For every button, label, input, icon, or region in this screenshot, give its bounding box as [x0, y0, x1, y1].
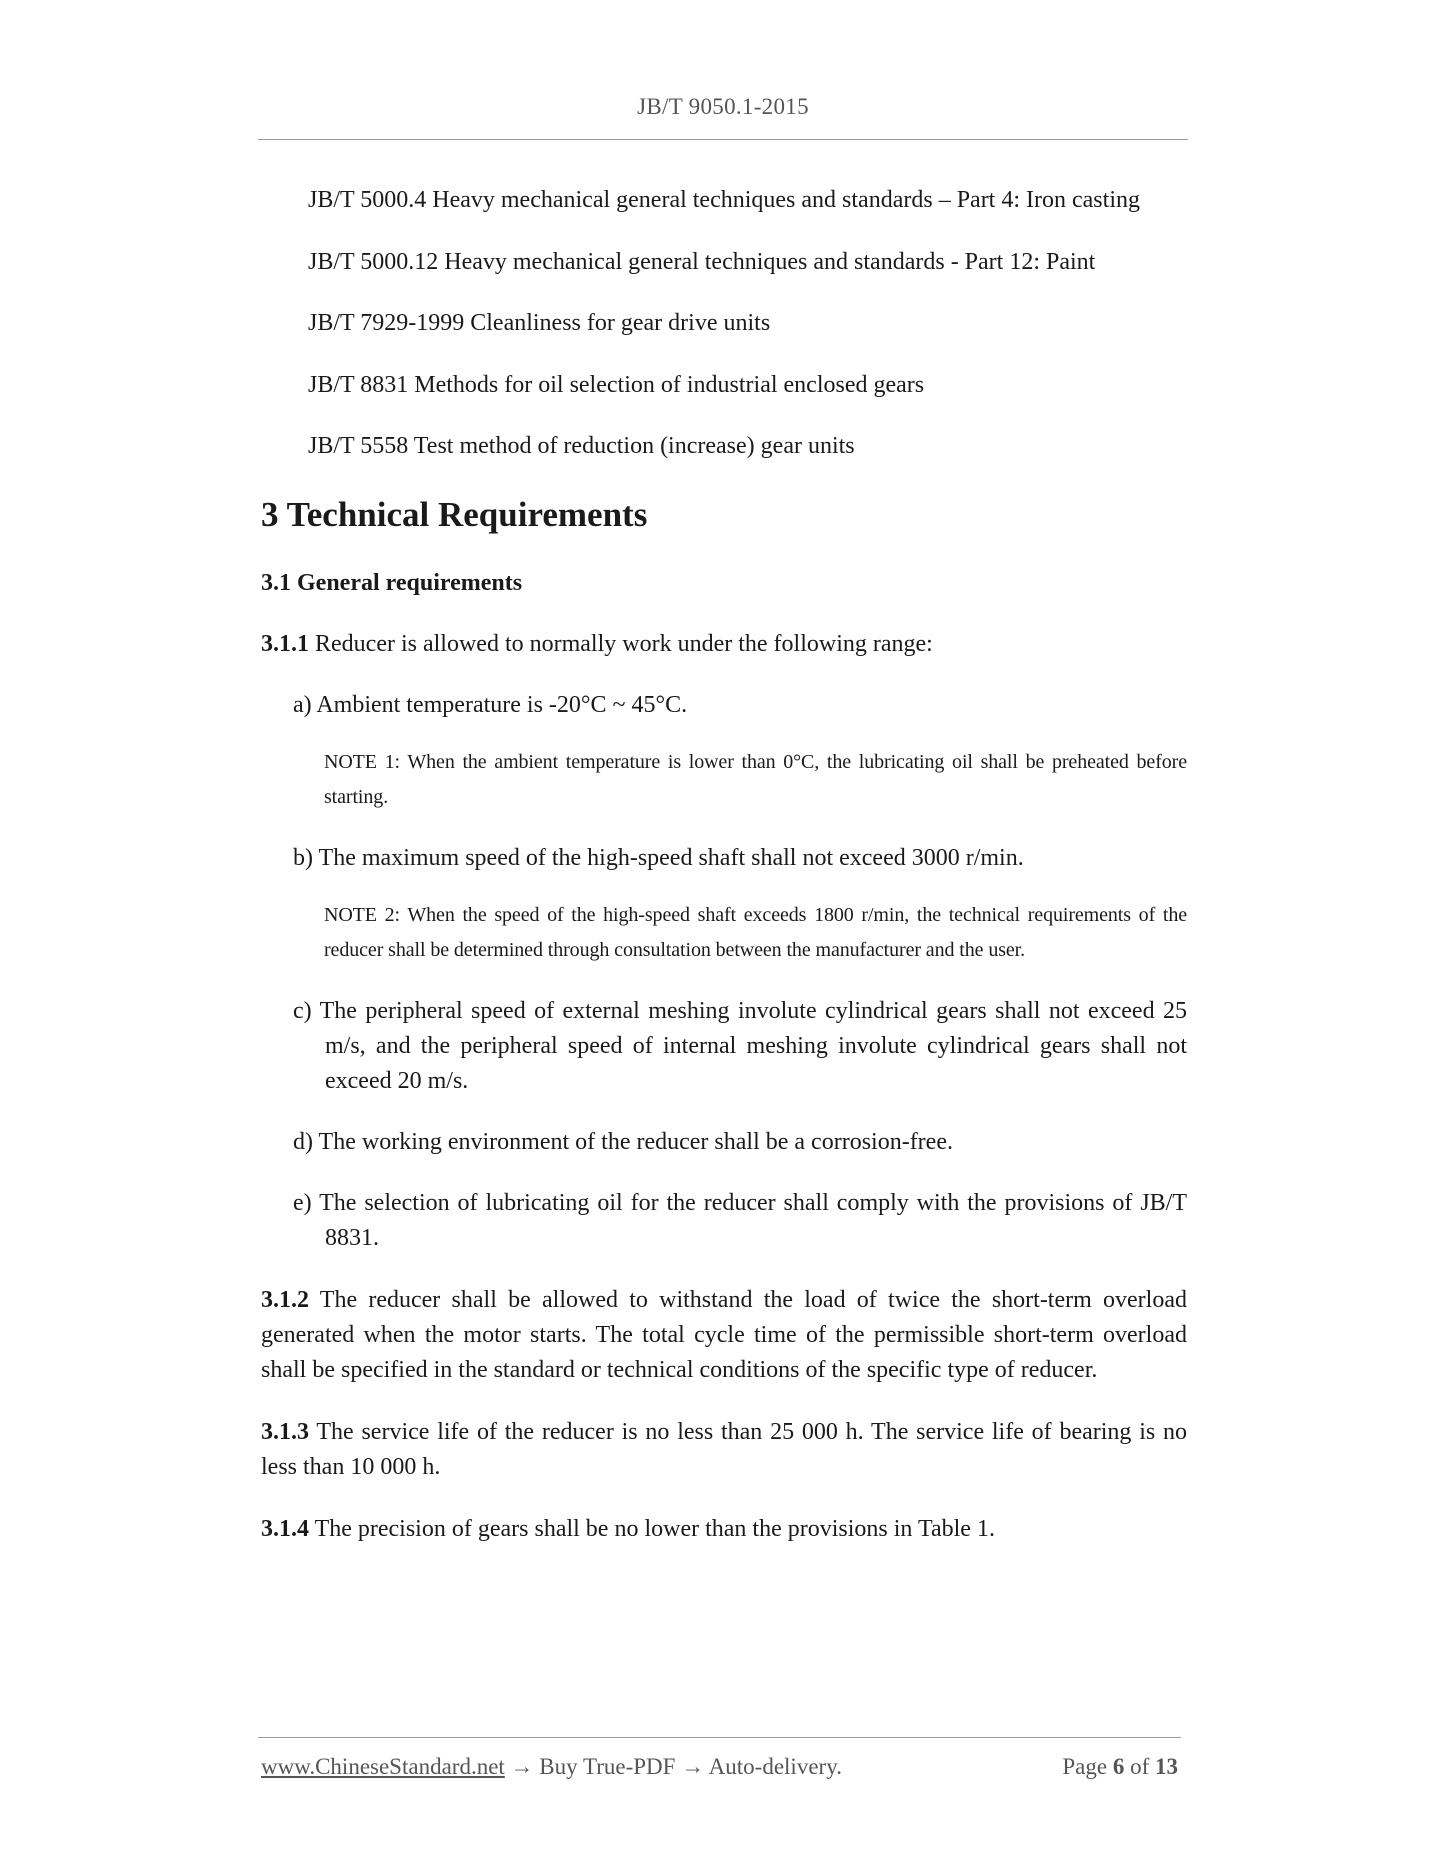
clause-text: Reducer is allowed to normally work under the following range:: [309, 630, 933, 657]
section-3-heading: 3 Technical Requirements: [261, 494, 648, 534]
item-e: e) The selection of lubricating oil for the reducer shall comply with the provisions of JB/T 8831.: [293, 1189, 1187, 1251]
page-number: [1062, 1754, 1178, 1780]
header-standard-code: JB/T 9050.1-2015: [637, 94, 809, 119]
reference-item: JB/T 5000.4 Heavy mechanical general techniques and standards – Part 4: Iron casting: [308, 187, 1140, 213]
arrow-right-icon: →: [510, 1754, 534, 1779]
clause-number: 3.1.3: [261, 1418, 309, 1445]
clause-3-1-3: [261, 1415, 1187, 1485]
item-d: d) The working environment of the reducer shall be a corrosion-free.: [293, 1128, 953, 1155]
item-a: a) Ambient temperature is -20°C ~ 45°C.: [293, 691, 688, 718]
item-c: c) The peripheral speed of external meshing involute cylindrical gears shall not exceed 25 m/s, and the peripheral speed of internal meshing involute cylindrical gears shall not exceed 20 m/s.: [293, 997, 1187, 1094]
buy-pdf-link[interactable]: Buy True-PDF: [539, 1754, 676, 1779]
section-3-1-heading: 3.1 General requirements: [261, 569, 523, 596]
clause-number: 3.1.2: [261, 1286, 309, 1313]
clause-3-1-4: [261, 1512, 1187, 1547]
footer-links: [261, 1754, 842, 1780]
page-total: 13: [1155, 1754, 1178, 1779]
clause-number: 3.1.1: [261, 630, 309, 657]
page-content: [261, 180, 1187, 1547]
clause-3-1-1: [261, 627, 1187, 662]
of-label: of: [1130, 1754, 1150, 1779]
reference-item: JB/T 5558 Test method of reduction (increase) gear units: [308, 433, 855, 459]
page-current: 6: [1112, 1754, 1125, 1779]
note-1: NOTE 1: When the ambient temperature is lower than 0°C, the lubricating oil shall be preheated before starting.: [324, 750, 1187, 808]
footer-divider: [258, 1737, 1181, 1738]
arrow-right-icon: →: [681, 1754, 705, 1779]
item-b: b) The maximum speed of the high-speed shaft shall not exceed 3000 r/min.: [293, 844, 1024, 871]
header-divider: [258, 139, 1188, 140]
clause-3-1-2: [261, 1283, 1187, 1388]
site-link[interactable]: www.ChineseStandard.net: [261, 1754, 505, 1779]
reference-item: JB/T 8831 Methods for oil selection of industrial enclosed gears: [308, 371, 925, 398]
page-label: Page: [1062, 1754, 1108, 1779]
reference-item: JB/T 7929-1999 Cleanliness for gear drive units: [308, 310, 771, 336]
auto-delivery-text: Auto-delivery.: [708, 1754, 842, 1779]
clause-text: The service life of the reducer is no less than 25 000 h. The service life of bearing is no less than 10 000 h.: [261, 1418, 1187, 1480]
reference-item: JB/T 5000.12 Heavy mechanical general techniques and standards - Part 12: Paint: [308, 248, 1096, 275]
clause-number: 3.1.4: [261, 1515, 309, 1542]
clause-text: The reducer shall be allowed to withstand the load of twice the short-term overload generated when the motor starts. The total cycle time of the permissible short-term overload shall be specified in the standard or technical conditions of the specific type of reducer.: [261, 1286, 1187, 1383]
clause-text: The precision of gears shall be no lower than the provisions in Table 1.: [309, 1515, 995, 1542]
note-2: NOTE 2: When the speed of the high-speed shaft exceeds 1800 r/min, the technical requirements of the reducer shall be determined through consultation between the manufacturer and the user.: [324, 903, 1187, 961]
